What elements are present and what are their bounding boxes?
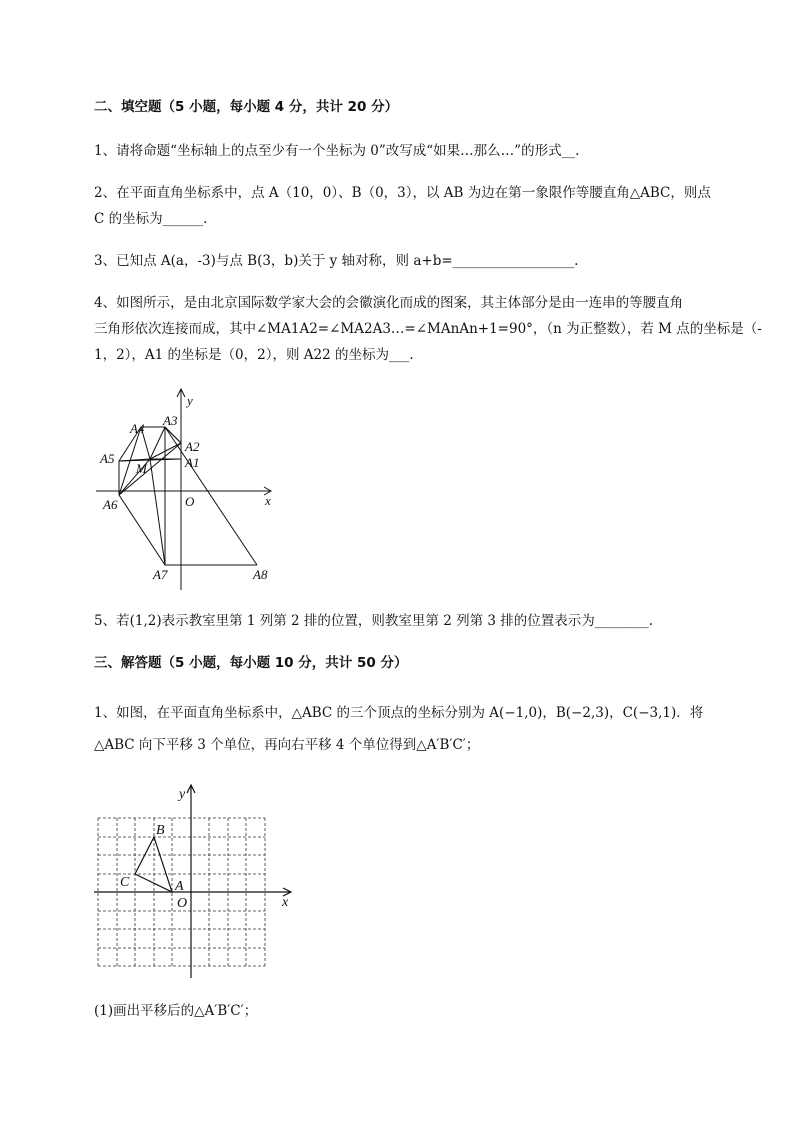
question-2-2-line1: 2、在平面直角坐标系中，点 A（10，0）、B（0，3），以 AB 为边在第一象限作等腰直角△ABC，则点 <box>94 185 711 201</box>
question-3-1-line2: △ABC 向下平移 3 个单位，再向右平移 4 个单位得到△A′B′C′； <box>94 737 480 753</box>
origin-label: O <box>177 896 188 911</box>
question-2-1: 1、请将命题“坐标轴上的点至少有一个坐标为 0”改写成“如果…那么…”的形式__. <box>94 143 580 159</box>
question-2-4-line2: 三角形依次连接而成，其中∠MA1A2=∠MA2A3…=∠MAnAn+1=90°，（n 为正整数），若 M 点的坐标是（- <box>94 321 762 337</box>
x-axis-label: x <box>265 493 271 508</box>
question-3-1-subquestion-1: (1)画出平移后的△A′B′C′； <box>94 1003 258 1019</box>
y-axis-label: y <box>187 393 193 408</box>
point-a1-label: A1 <box>185 455 200 470</box>
point-c-label: C <box>120 875 130 890</box>
leg-a6-a2 <box>119 443 181 495</box>
grid-coordinate-figure <box>90 782 300 982</box>
spiral-triangles-figure <box>90 385 290 590</box>
leg-a3-a8 <box>165 427 257 565</box>
triangle-abc <box>135 837 172 892</box>
point-a6-label: A6 <box>103 497 118 512</box>
question-2-4-line3: 1，2），A1 的坐标是（0，2），则 A22 的坐标为___. <box>94 347 414 363</box>
point-a8-label: A8 <box>253 567 268 582</box>
question-2-5: 5、若(1,2)表示教室里第 1 列第 2 排的位置，则教室里第 2 列第 3 排的位置表示为________. <box>94 613 654 629</box>
point-a-label: A <box>175 879 184 894</box>
question-2-4-line1: 4、如图所示，是由北京国际数学家大会的会徽演化而成的图案，其主体部分是由一连串的等腰直角 <box>94 295 684 311</box>
section3-heading: 三、解答题（5 小题，每小题 10 分，共计 50 分） <box>94 655 408 671</box>
leg-a2-a3 <box>165 427 181 443</box>
x-axis-label: x <box>282 895 289 910</box>
segment-m-a3 <box>150 427 165 459</box>
point-a4-label: A4 <box>130 421 145 436</box>
point-a3-label: A3 <box>163 413 178 428</box>
y-axis-label: y <box>179 787 186 802</box>
point-a2-label: A2 <box>185 439 200 454</box>
point-a7-label: A7 <box>153 567 168 582</box>
segment-m-a7 <box>150 459 165 565</box>
point-m-label: M <box>136 461 147 476</box>
origin-label: O <box>185 494 195 509</box>
question-2-3: 3、已知点 A(a，-3)与点 B(3，b)关于 y 轴对称，则 a+b=__________________. <box>94 253 579 269</box>
point-b-label: B <box>156 823 165 838</box>
question-2-2-line2: C 的坐标为______. <box>94 211 208 227</box>
question-3-1-line1: 1、如图，在平面直角坐标系中，△ABC 的三个顶点的坐标分别为 A(−1,0)，B(−2,3)，C(−3,1)．将 <box>94 705 704 721</box>
section2-heading: 二、填空题（5 小题，每小题 4 分，共计 20 分） <box>94 99 399 115</box>
point-a5-label: A5 <box>100 451 115 466</box>
